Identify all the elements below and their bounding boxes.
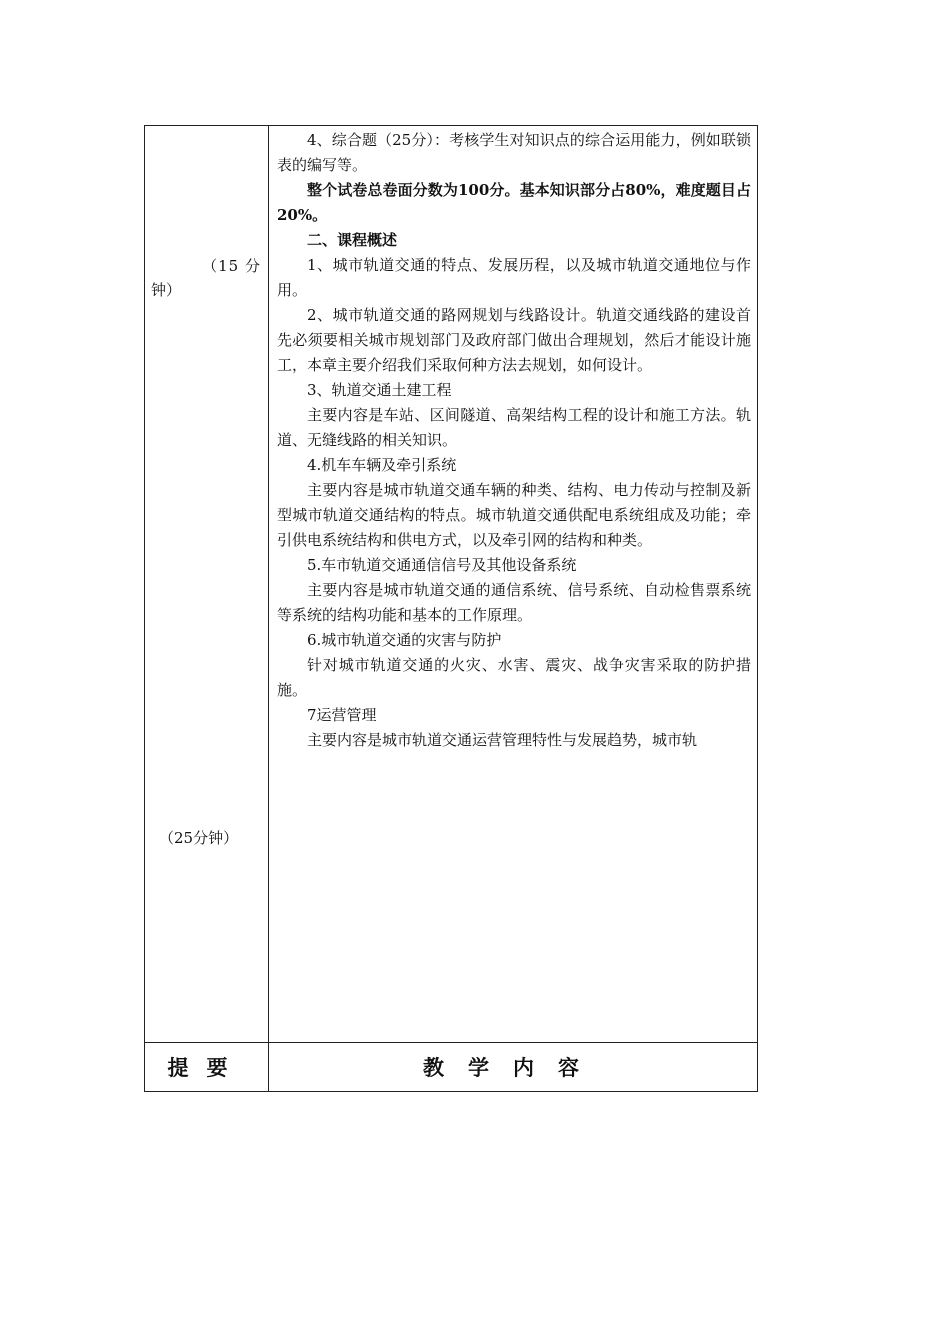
content-paragraph: 主要内容是城市轨道交通运营管理特性与发展趋势，城市轨 xyxy=(307,731,698,749)
content-paragraph: 主要内容是城市轨道交通的通信系统、信号系统、自动检售票系统等系统的结构功能和基本的工作原理。 xyxy=(277,581,751,624)
content-paragraph: 针对城市轨道交通的火灾、水害、震灾、战争灾害采取的防护措施。 xyxy=(277,656,751,699)
time-note-15-min xyxy=(145,254,265,302)
column-divider xyxy=(268,126,269,1091)
footer-header-teaching-content: 教学内容 xyxy=(423,1055,603,1080)
content-subheading: 3、轨道交通土建工程 xyxy=(307,381,452,399)
lesson-plan-table xyxy=(144,125,758,1092)
section-heading-course-overview: 二、课程概述 xyxy=(307,231,398,249)
content-subheading: 7运营管理 xyxy=(307,706,377,724)
content-paragraph: 2、城市轨道交通的路网规划与线路设计。轨道交通线路的建设首先必须要相关城市规划部门及政府部门做出合理规划，然后才能设计施工，本章主要介绍我们采取何种方法去规划，如何设计。 xyxy=(277,306,751,374)
content-paragraph: 1、城市轨道交通的特点、发展历程，以及城市轨道交通地位与作用。 xyxy=(277,256,751,299)
content-subheading: 5.车市轨道交通通信信号及其他设备系统 xyxy=(307,556,577,574)
content-subheading: 6.城市轨道交通的灾害与防护 xyxy=(307,631,502,649)
time-note-25-min: （25分钟） xyxy=(159,829,239,847)
time-note-15-line1: （15 分 xyxy=(202,257,261,275)
footer-header-summary: 提要 xyxy=(167,1055,246,1080)
content-subheading: 4.机车车辆及牵引系统 xyxy=(307,456,457,474)
teaching-content xyxy=(277,128,751,753)
content-paragraph: 4、综合题（25分）：考核学生对知识点的综合运用能力，例如联锁表的编写等。 xyxy=(277,131,751,174)
content-paragraph-score-note: 整个试卷总卷面分数为100分。基本知识部分占80%，难度题目占20%。 xyxy=(277,181,751,224)
content-paragraph: 主要内容是城市轨道交通车辆的种类、结构、电力传动与控制及新型城市轨道交通结构的特点。城市轨道交通供配电系统组成及功能；牵引供电系统结构和供电方式，以及牵引网的结构和种类。 xyxy=(277,481,751,549)
time-note-15-line2: 钟） xyxy=(151,281,182,299)
content-paragraph: 主要内容是车站、区间隧道、高架结构工程的设计和施工方法。轨道、无缝线路的相关知识。 xyxy=(277,406,751,449)
